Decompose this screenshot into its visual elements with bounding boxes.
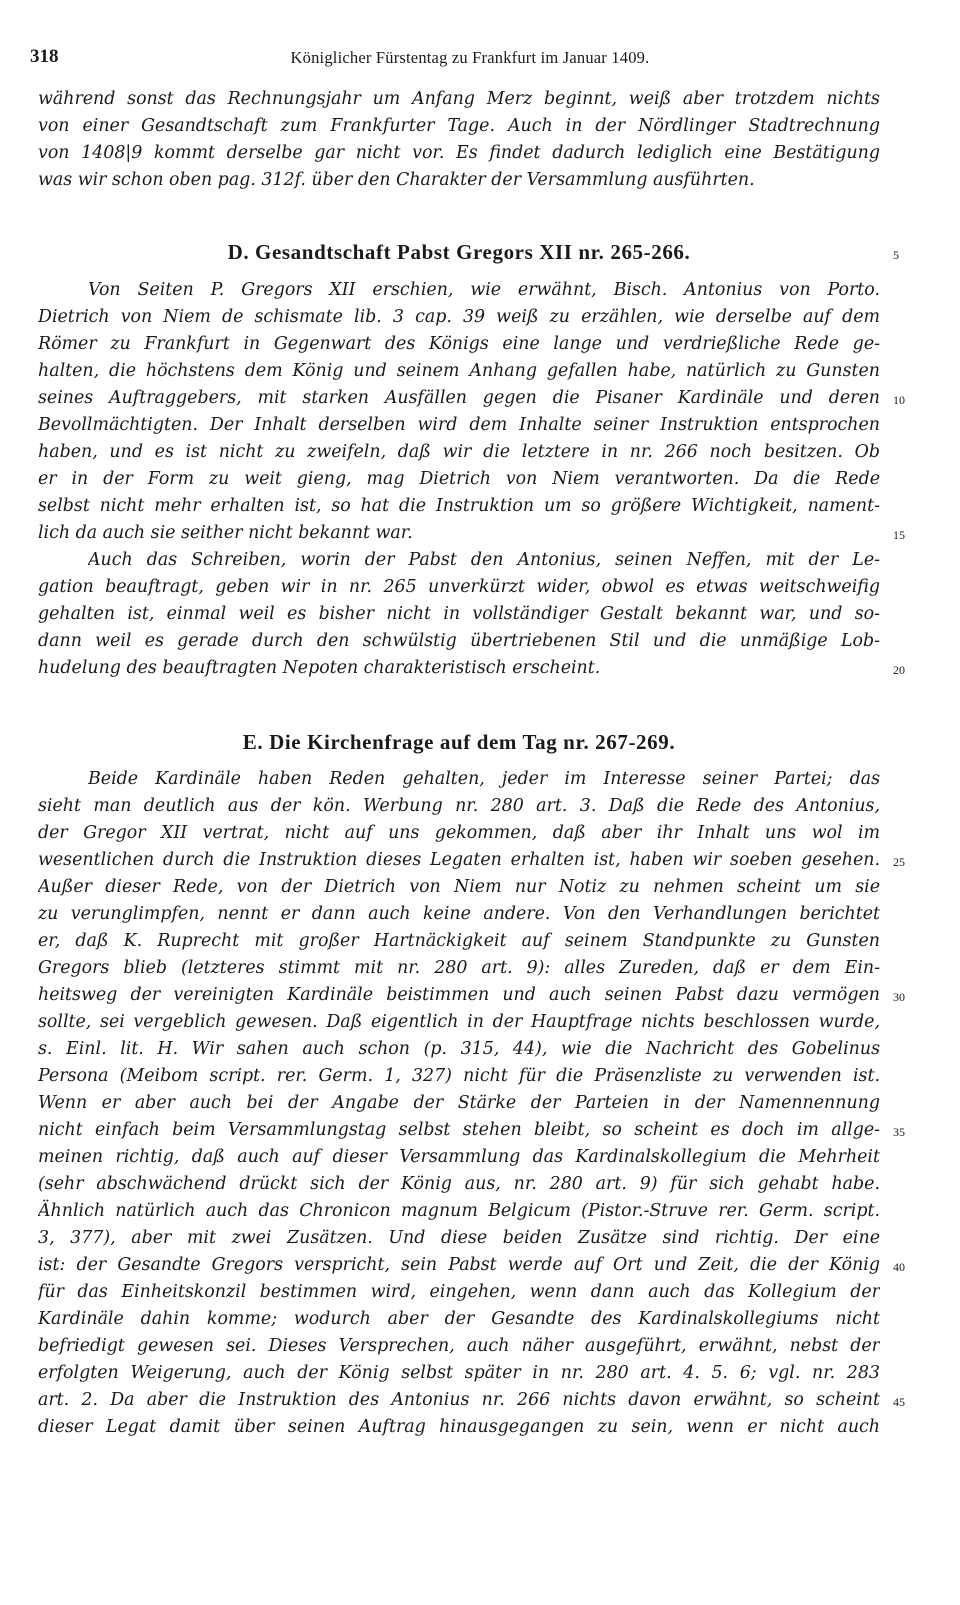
section-d-line: er in der Form zu weit gieng, mag Dietrich von Niem verantworten. Da die Rede — [38, 469, 880, 489]
section-e-line: für das Einheitskonzil bestimmen wird, eingehen, wenn dann auch das Kollegium der — [38, 1282, 880, 1302]
line-number-25: 25 — [893, 855, 905, 869]
section-d-line: Römer zu Frankfurt in Gegenwart des Königs eine lange und verdrießliche Rede ge- — [38, 334, 880, 354]
intro-line: von einer Gesandtschaft zum Frankfurter Tage. Auch in der Nördlinger Stadtrechnung — [38, 116, 880, 136]
line-number-35: 35 — [893, 1125, 905, 1139]
line-number-45: 45 — [893, 1395, 905, 1409]
section-e-line: er, daß K. Ruprecht mit großer Hartnäckigkeit auf seinem Standpunkte zu Gunsten — [38, 931, 880, 951]
section-e-line: Beide Kardinäle haben Reden gehalten, jeder im Interesse seiner Partei; das — [88, 769, 880, 789]
section-e-line: (sehr abschwächend drückt sich der König aus, nr. 280 art. 9) für sich gehabt habe. — [38, 1174, 880, 1194]
section-d-line: lich da auch sie seither nicht bekannt war. — [38, 523, 413, 543]
section-e-line: art. 2. Da aber die Instruktion des Antonius nr. 266 nichts davon erwähnt, so scheint — [38, 1390, 880, 1410]
section-e-line: ist: der Gesandte Gregors verspricht, sein Pabst werde auf Ort und Zeit, die der König — [38, 1255, 880, 1275]
section-e-line: Gregors blieb (letzteres stimmt mit nr. 280 art. 9): alles Zureden, daß er dem Ein- — [38, 958, 880, 978]
running-head — [30, 46, 910, 70]
line-number-40: 40 — [893, 1260, 905, 1274]
intro-line: während sonst das Rechnungsjahr um Anfang Merz beginnt, weiß aber trotzdem nichts — [38, 89, 880, 109]
section-e-line: wesentlichen durch die Instruktion dieses Legaten erhalten ist, haben wir soeben gesehen. — [38, 850, 880, 870]
section-d-line: gation beauftragt, geben wir in nr. 265 unverkürzt wider, obwol es etwas weitschweifig — [38, 577, 880, 597]
section-e-line: Ähnlich natürlich auch das Chronicon magnum Belgicum (Pistor.-Struve rer. Germ. script. — [38, 1201, 880, 1221]
section-d-line: gehalten ist, einmal weil es bisher nicht in vollständiger Gestalt bekannt war, und so- — [38, 604, 880, 624]
section-e-line: meinen richtig, daß auch auf dieser Versammlung das Kardinalskollegium die Mehrheit — [38, 1147, 880, 1167]
page-number: 318 — [30, 46, 59, 67]
section-e-line: erfolgten Weigerung, auch der König selbst später in nr. 280 art. 4. 5. 6; vgl. nr. 283 — [38, 1363, 880, 1383]
section-e-line: zu verunglimpfen, nennt er dann auch keine andere. Von den Verhandlungen berichtet — [38, 904, 880, 924]
line-number-5: 5 — [893, 248, 899, 262]
section-e-line: Wenn er aber auch bei der Angabe der Stärke der Parteien in der Namennennung — [38, 1093, 880, 1113]
section-e-line: nicht einfach beim Versammlungstag selbst stehen bleibt, so scheint es doch im allge- — [38, 1120, 880, 1140]
section-e-line: Kardinäle dahin komme; wodurch aber der Gesandte des Kardinalskollegiums nicht — [38, 1309, 880, 1329]
section-d-line: Bevollmächtigten. Der Inhalt derselben wird dem Inhalte seiner Instruktion entsprochen — [38, 415, 880, 435]
section-e-heading: E. Die Kirchenfrage auf dem Tag nr. 267-269. — [242, 730, 676, 754]
intro-line: von 1408|9 kommt derselbe gar nicht vor. Es findet dadurch lediglich eine Bestätigung — [38, 143, 880, 163]
section-d-line: dann weil es gerade durch den schwülstig übertriebenen Stil und die unmäßige Lob- — [38, 631, 880, 651]
intro-line: was wir schon oben pag. 312f. über den Charakter der Versammlung ausführten. — [38, 170, 755, 190]
section-e-line: 3, 377), aber mit zwei Zusätzen. Und diese beiden Zusätze sind richtig. Der eine — [38, 1228, 880, 1248]
section-d-line: Dietrich von Niem de schismate lib. 3 cap. 39 weiß zu erzählen, wie derselbe auf dem — [38, 307, 880, 327]
section-d-line: haben, und es ist nicht zu zweifeln, daß wir die letztere in nr. 266 noch besitzen. Ob — [38, 442, 880, 462]
section-d-line: selbst nicht mehr erhalten ist, so hat die Instruktion um so größere Wichtigkeit, nament- — [38, 496, 880, 516]
section-d-line: seines Auftraggebers, mit starken Ausfällen gegen die Pisaner Kardinäle und deren — [38, 388, 880, 408]
line-number-10: 10 — [893, 393, 905, 407]
section-e-line: dieser Legat damit über seinen Auftrag hinausgegangen zu sein, wenn er nicht auch — [38, 1417, 880, 1437]
section-e-line: sieht man deutlich aus der kön. Werbung nr. 280 art. 3. Daß die Rede des Antonius, — [38, 796, 880, 816]
section-d-line: Von Seiten P. Gregors XII erschien, wie erwähnt, Bisch. Antonius von Porto. — [88, 280, 880, 300]
section-e-line: Persona (Meibom script. rer. Germ. 1, 327) nicht für die Präsenzliste zu verwenden ist. — [38, 1066, 880, 1086]
line-number-15: 15 — [893, 528, 905, 542]
section-d-line: Auch das Schreiben, worin der Pabst den Antonius, seinen Neffen, mit der Le- — [88, 550, 880, 570]
line-number-20: 20 — [893, 663, 905, 677]
section-e-line: der Gregor XII vertrat, nicht auf uns gekommen, daß aber ihr Inhalt uns wol im — [38, 823, 880, 843]
section-d-heading: D. Gesandtschaft Pabst Gregors XII nr. 265-266. — [227, 240, 691, 264]
section-e-line: heitsweg der vereinigten Kardinäle beistimmen und auch seinen Pabst dazu vermögen — [38, 985, 880, 1005]
section-d-line: halten, die höchstens dem König und seinem Anhang gefallen habe, natürlich zu Gunsten — [38, 361, 880, 381]
running-title: Königlicher Fürstentag zu Frankfurt im Januar 1409. — [290, 48, 650, 67]
section-e-line: sollte, sei vergeblich gewesen. Daß eigentlich in der Hauptfrage nichts beschlossen wurde, — [38, 1012, 880, 1032]
section-e-line: befriedigt gewesen sei. Dieses Versprechen, auch näher ausgeführt, erwähnt, nebst der — [38, 1336, 880, 1356]
line-number-30: 30 — [893, 990, 905, 1004]
section-e-line: Außer dieser Rede, von der Dietrich von Niem nur Notiz zu nehmen scheint um sie — [38, 877, 880, 897]
section-e-line: s. Einl. lit. H. Wir sahen auch schon (p. 315, 44), wie die Nachricht des Gobelinus — [38, 1039, 880, 1059]
section-d-line: hudelung des beauftragten Nepoten charakteristisch erscheint. — [38, 658, 601, 678]
